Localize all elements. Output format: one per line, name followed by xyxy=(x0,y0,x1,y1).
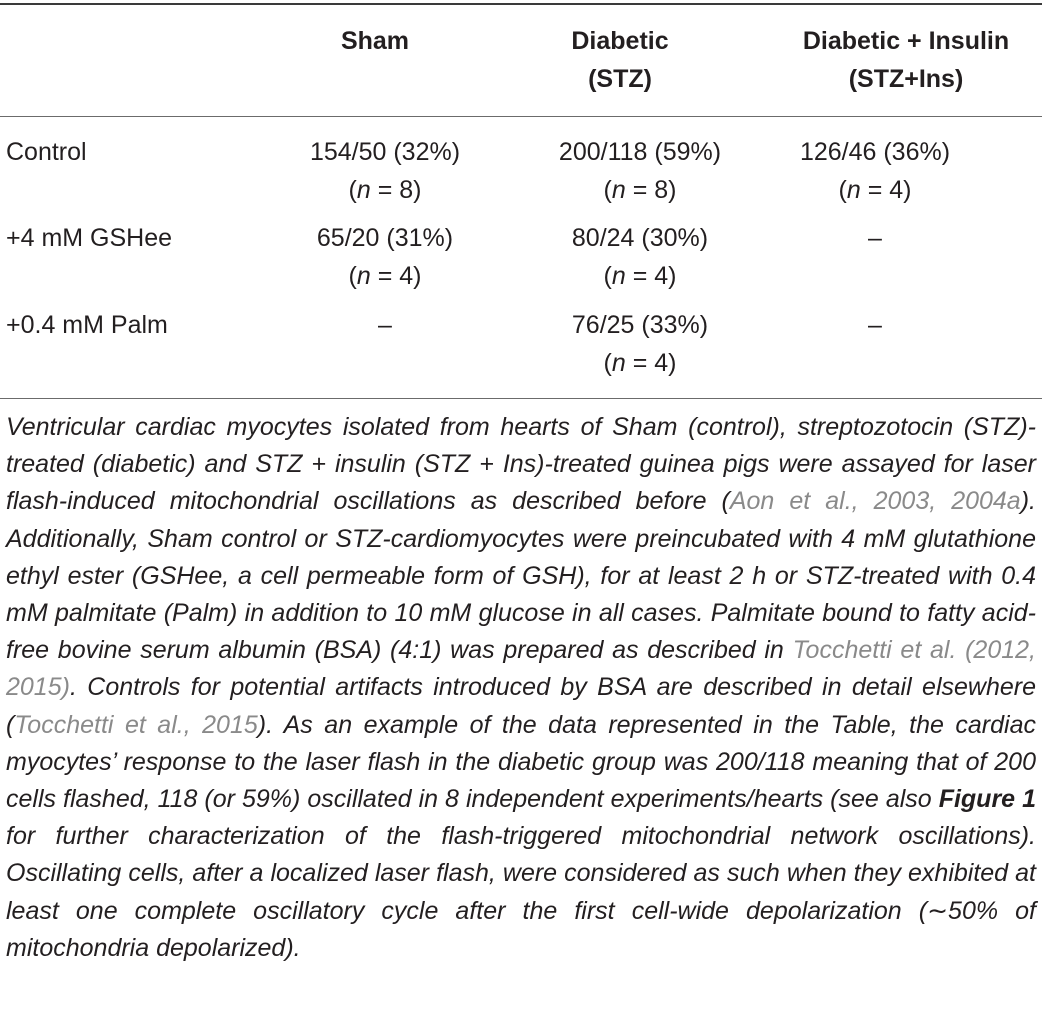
footnote-text: ). Additionally, Sham control or STZ-cardiomyocytes were preincubated with 4 mM glutathione ethyl ester (GSHee, a cell permeable form of GSH), for at least 2 h or STZ-treated with 0.4 mM palmitate (Palm) in addition to 10 mM glucose in all cases. Palmitate bound to fatty acid-free bovine serum albumin (BSA) (4:1) was prepared as described in xyxy=(6,487,1036,665)
citation-link[interactable]: Tocchetti et al. (2012, 2015) xyxy=(6,636,1036,702)
cell-palm-sham xyxy=(270,306,500,344)
n-symbol: n xyxy=(846,176,861,204)
header-sham-line: Sham xyxy=(340,27,410,55)
cell-n: (n = 8) xyxy=(348,176,422,204)
n-symbol: n xyxy=(356,176,371,204)
n-symbol: n xyxy=(611,349,626,377)
cell-dash: – xyxy=(868,224,882,252)
header-diabetic-line1: Diabetic xyxy=(571,27,669,55)
citation-link[interactable]: Aon et al., 2003, 2004a xyxy=(729,487,1021,516)
cell-palm-diabetic xyxy=(520,306,760,382)
cell-n: (n = 8) xyxy=(603,176,677,204)
cell-n: (n = 4) xyxy=(603,262,677,290)
cell-dash: – xyxy=(378,311,392,339)
cell-value: 200/118 (59%) xyxy=(558,138,722,166)
header-diabetic-line2: (STZ) xyxy=(588,65,652,93)
cell-control-diabetic xyxy=(520,133,760,209)
n-symbol: n xyxy=(611,262,626,290)
row-label-palm: +0.4 mM Palm xyxy=(6,311,168,339)
table-top-rule xyxy=(0,3,1042,5)
footnote-text: ). As an example of the data represented in the Table, the cardiac myocytes’ response to the laser flash in the diabetic group was 200/118 meaning that of 200 cells flashed, 118 (or 59%) oscillated in 8 independent experiments/hearts (see also xyxy=(6,710,1036,814)
row-label-control: Control xyxy=(6,138,87,166)
cell-value: 126/46 (36%) xyxy=(799,138,951,166)
cell-dash: – xyxy=(868,311,882,339)
cell-n: (n = 4) xyxy=(348,262,422,290)
header-insulin-line1: Diabetic + Insulin xyxy=(802,27,1010,55)
n-symbol: n xyxy=(356,262,371,290)
cell-control-sham xyxy=(270,133,500,209)
cell-gshee-sham xyxy=(270,219,500,295)
cell-gshee-diabetic xyxy=(520,219,760,295)
header-insulin xyxy=(770,22,1042,98)
header-insulin-line2: (STZ+Ins) xyxy=(848,65,964,93)
cell-value: 65/20 (31%) xyxy=(316,224,454,252)
footnote-text: for further characterization of the flash-triggered mitochondrial network oscillations). Oscillating cells, after a localized laser flash, were considered as such when they exhibited at least one complete oscillatory cycle after the first cell-wide depolarization (∼50% of mitochondria depolarized). xyxy=(6,822,1036,962)
cell-control-insulin xyxy=(760,133,990,209)
header-diabetic xyxy=(545,22,695,98)
cell-value: 76/25 (33%) xyxy=(571,311,709,339)
cell-gshee-insulin xyxy=(760,219,990,257)
citation-link[interactable]: Tocchetti et al., 2015 xyxy=(14,710,258,739)
figure-link[interactable]: Figure 1 xyxy=(938,785,1036,814)
header-sham xyxy=(300,22,450,60)
footnote-text: . Controls for potential artifacts introduced by BSA are described in detail elsewhere ( xyxy=(6,673,1036,739)
footnote-text: Ventricular cardiac myocytes isolated from hearts of Sham (control), streptozotocin (STZ)-treated (diabetic) and STZ + insulin (STZ + Ins)-treated guinea pigs were assayed for laser flash-induced mitochondrial oscillations as described before ( xyxy=(6,413,1036,516)
cell-n: (n = 4) xyxy=(838,176,912,204)
table-footnote xyxy=(6,409,1036,967)
cell-value: 80/24 (30%) xyxy=(571,224,709,252)
cell-palm-insulin xyxy=(760,306,990,344)
table-bottom-rule xyxy=(0,398,1042,399)
cell-n: (n = 4) xyxy=(603,349,677,377)
n-symbol: n xyxy=(611,176,626,204)
cell-value: 154/50 (32%) xyxy=(309,138,461,166)
row-label-gshee: +4 mM GSHee xyxy=(6,224,173,252)
header-separator-rule xyxy=(0,116,1042,117)
